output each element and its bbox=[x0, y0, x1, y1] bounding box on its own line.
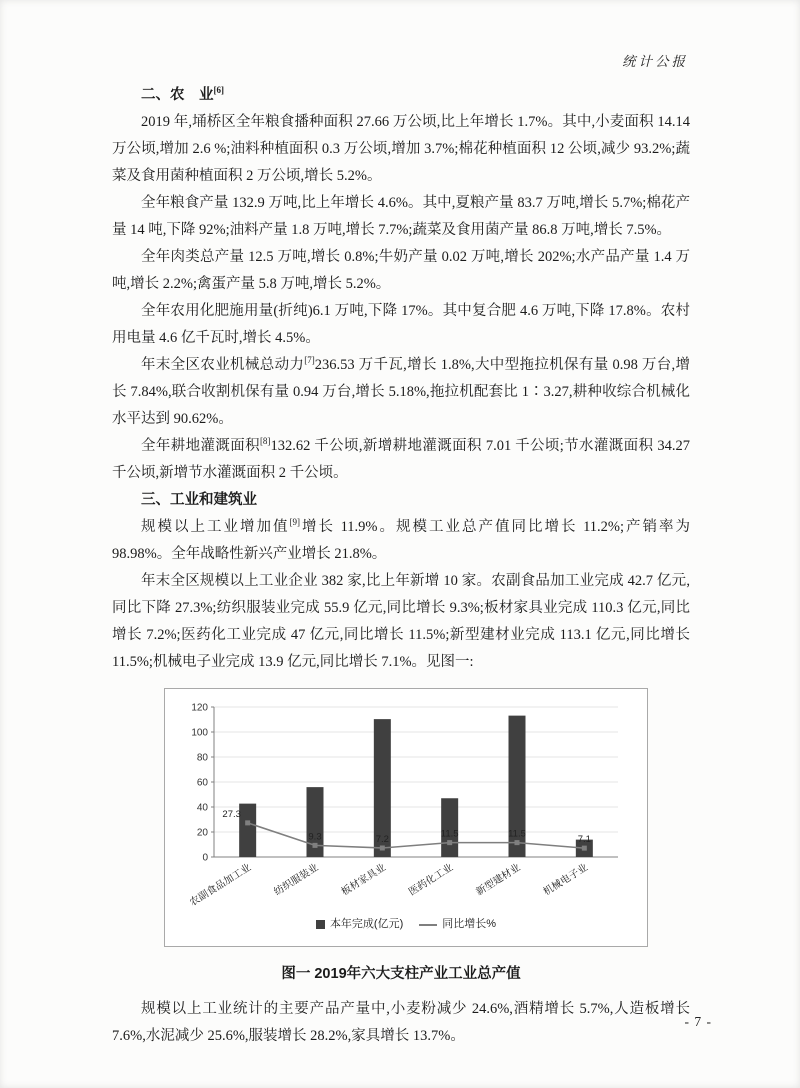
paragraph-main-products: 规模以上工业统计的主要产品产量中,小麦粉减少 24.6%,酒精增长 5.7%,人造板增长 7.6%,水泥减少 25.6%,服装增长 28.2%,家具增长 13.7%。 bbox=[112, 1001, 690, 1044]
paragraph-text: 规模以上工业增加值 bbox=[141, 519, 290, 535]
svg-text:板材家具业: 板材家具业 bbox=[339, 862, 388, 899]
svg-text:120: 120 bbox=[191, 702, 208, 714]
paragraph-text: 增长 11.9%。规模工业总产值同比增长 11.2%;产销率为 98.98%。全年战略性新兴产业增长 21.8%。 bbox=[112, 519, 690, 562]
svg-text:100: 100 bbox=[191, 727, 208, 739]
svg-text:20: 20 bbox=[196, 827, 208, 839]
page-footer bbox=[685, 1014, 713, 1030]
running-header bbox=[622, 50, 688, 70]
svg-text:9.3: 9.3 bbox=[308, 831, 322, 843]
paragraph-grain-output: 全年粮食产量 132.9 万吨,比上年增长 4.6%。其中,夏粮产量 83.7 万吨,增长 5.7%;棉花产量 14 吨,下降 92%;油料产量 1.8 万吨,增长 7.7%;蔬菜及食用菌产量 86.8 万吨,增长 7.5%。 bbox=[112, 195, 690, 238]
paragraph-sown-area: 2019 年,埇桥区全年粮食播种面积 27.66 万公顷,比上年增长 1.7%。其中,小麦面积 14.14 万公顷,增加 2.6 %;油料种植面积 0.3 万公顷,增加 3.7%;棉花种植面积 12 公顷,减少 93.2%;蔬菜及食用菌种植面积 2 万公顷,增长 5.2%。 bbox=[112, 114, 690, 184]
paragraph-machinery bbox=[112, 352, 690, 433]
document-content bbox=[112, 82, 690, 1050]
svg-text:40: 40 bbox=[196, 802, 208, 814]
paragraph-text: 全年耕地灌溉面积 bbox=[141, 438, 260, 454]
paragraph-industry-growth bbox=[112, 514, 690, 568]
chart-box bbox=[164, 688, 648, 947]
section-heading-industry: 三、工业和建筑业 bbox=[141, 492, 257, 508]
running-header-label: 统计公报 bbox=[622, 54, 688, 69]
legend-item-line bbox=[419, 911, 496, 938]
chart-legend bbox=[171, 909, 641, 944]
svg-text:7.2: 7.2 bbox=[375, 834, 389, 845]
svg-text:纺织服装业: 纺织服装业 bbox=[272, 862, 321, 899]
paragraph-meat-output: 全年肉类总产量 12.5 万吨,增长 0.8%;牛奶产量 0.02 万吨,增长 202%;水产品产量 1.4 万吨,增长 2.2%;禽蛋产量 5.8 万吨,增长 5.2%。 bbox=[112, 249, 690, 292]
page-number: - 7 - bbox=[684, 1014, 712, 1029]
svg-text:新型建材业: 新型建材业 bbox=[474, 862, 523, 899]
paragraph-text: 236.53 万千瓦,增长 1.8%,大中型拖拉机保有量 0.98 万台,增长 7.84%,联合收割机保有量 0.94 万台,增长 5.18%,拖拉机配套比 1∶3.27,耕种收综合机械化水平达到 90.62%。 bbox=[112, 357, 691, 427]
svg-text:7.1: 7.1 bbox=[577, 834, 591, 846]
paragraph-irrigation bbox=[112, 433, 690, 487]
legend-line-label: 同比增长% bbox=[442, 918, 497, 930]
section-title-agriculture: 二、农 业 bbox=[141, 87, 214, 103]
svg-text:11.5: 11.5 bbox=[440, 828, 459, 840]
paragraph-text: 132.62 千公顷,新增耕地灌溉面积 7.01 千公顷;节水灌溉面积 34.27 千公顷,新增节水灌溉面积 2 千公顷。 bbox=[112, 438, 690, 481]
paragraph-fertilizer: 全年农用化肥施用量(折纯)6.1 万吨,下降 17%。其中复合肥 4.6 万吨,下降 17.8%。农村用电量 4.6 亿千瓦时,增长 4.5%。 bbox=[112, 303, 690, 346]
paragraph-industry-enterprises: 年末全区规模以上工业企业 382 家,比上年新增 10 家。农副食品加工业完成 42.7 亿元,同比下降 27.3%;纺织服装业完成 55.9 亿元,同比增长 9.3%;板材家具业完成 110.3 亿元,同比增长 7.2%;医药化工业完成 47 亿元,同比增长 11.5%;新型建材业完成 113.1 亿元,同比增长 11.5%;机械电子业完成 13.9 亿元,同比增长 7.1%。见图一: bbox=[112, 573, 690, 670]
footnote-ref-6: [6] bbox=[213, 85, 224, 95]
section-heading-agriculture bbox=[112, 82, 690, 109]
legend-item-bar bbox=[316, 911, 403, 938]
svg-text:农副食品加工业: 农副食品加工业 bbox=[188, 862, 254, 909]
paragraph-text: 年末全区农业机械总动力 bbox=[141, 357, 305, 373]
svg-text:80: 80 bbox=[196, 752, 208, 764]
svg-text:27.3: 27.3 bbox=[222, 808, 241, 820]
pillar-industry-output-chart bbox=[180, 697, 632, 909]
footnote-ref-7: [7] bbox=[304, 355, 315, 365]
chart-figure bbox=[112, 688, 690, 988]
line-series-swatch-icon bbox=[419, 924, 437, 926]
svg-text:医药化工业: 医药化工业 bbox=[407, 862, 456, 899]
svg-text:机械电子业: 机械电子业 bbox=[541, 862, 590, 899]
footnote-ref-9: [9] bbox=[289, 517, 300, 527]
svg-text:0: 0 bbox=[202, 852, 208, 864]
chart-caption: 图一 2019年六大支柱产业工业总产值 bbox=[281, 966, 521, 982]
legend-bar-label: 本年完成(亿元) bbox=[329, 918, 404, 930]
footnote-ref-8: [8] bbox=[259, 436, 271, 446]
svg-text:60: 60 bbox=[196, 777, 208, 789]
bar-series-swatch-icon bbox=[316, 920, 325, 929]
svg-text:11.5: 11.5 bbox=[508, 828, 526, 840]
